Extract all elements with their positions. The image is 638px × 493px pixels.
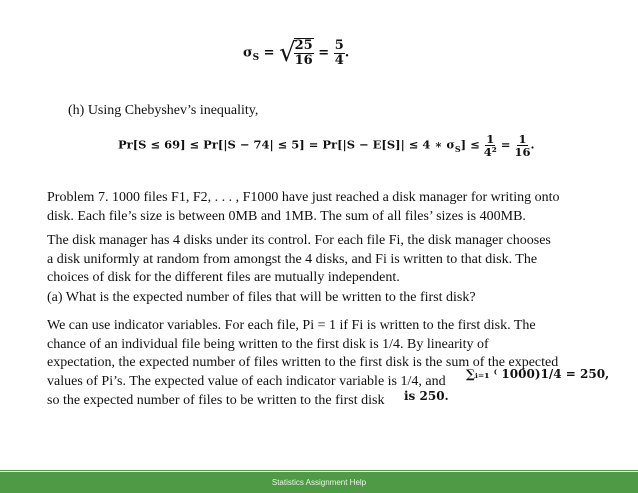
sigma-symbol: σ: [243, 45, 253, 61]
chebyshev-period: .: [530, 137, 535, 152]
chebyshev-close: ] ≤: [460, 137, 480, 152]
footer-divider: [0, 470, 638, 471]
part-h-heading: (h) Using Chebyshev’s inequality,: [68, 103, 259, 118]
chebyshev-f1-num: 1: [486, 132, 495, 146]
result-fraction: [334, 39, 345, 67]
equals-sign-2: =: [318, 45, 330, 61]
problem-7-paragraph: [47, 189, 559, 226]
result-denominator: 4: [334, 52, 344, 68]
chebyshev-subscript: S: [454, 143, 461, 154]
chebyshev-expression: Pr[S ≤ 69] ≤ Pr[|S − 74| ≤ 5] = Pr[|S − E[S]| ≤ 4 ∗ σ: [118, 137, 455, 152]
footer-bar: [0, 472, 638, 493]
sigma-equation: [243, 38, 349, 68]
disk-line: The disk manager has 4 disks under its control. For each file Fi, the disk manager chooses: [47, 233, 551, 248]
sqrt-sign: √: [279, 38, 296, 68]
conclusion-line: so the expected number of files to be written to the first disk: [47, 393, 385, 408]
equals-sign: =: [263, 45, 275, 61]
problem-7-line: Problem 7. 1000 files F1, F2, . . . , F1000 have just reached a disk manager for writing onto: [47, 190, 560, 205]
chebyshev-equals: =: [500, 137, 511, 152]
sigma-subscript: S: [252, 53, 260, 64]
disk-manager-paragraph: [47, 232, 551, 288]
disk-line: choices of disk for the different files are mutually independent.: [47, 270, 400, 285]
answer-line: chance of an individual file being written to the first disk is 1/4. By linearity of: [47, 336, 489, 352]
chebyshev-f2-den: 16: [514, 145, 531, 160]
fraction-denominator: 16: [294, 53, 313, 68]
disk-line: a disk uniformly at random from amongst the 4 disks, and Fi is written to that disk. The: [47, 251, 538, 267]
chebyshev-equation: [118, 133, 535, 158]
answer-line: values of Pi’s. The expected value of each indicator variable is 1/4, and: [47, 373, 446, 389]
chebyshev-f1-den: 4²: [483, 145, 497, 160]
fraction-numerator: 25: [294, 38, 313, 54]
footer-label: Statistics Assignment Help: [271, 478, 367, 487]
period: .: [344, 45, 350, 61]
chebyshev-fraction-2: [514, 133, 530, 158]
question-a: (a) What is the expected number of files that will be written to the first disk?: [47, 290, 476, 305]
answer-line: expectation, the expected number of files written to the first disk is the sum of the expected: [47, 355, 559, 370]
result-numerator: 5: [334, 37, 344, 53]
chebyshev-fraction-1: [484, 133, 497, 158]
chebyshev-f2-num: 1: [518, 132, 527, 146]
answer-line: We can use indicator variables. For each file, Pi = 1 if Fi is written to the first disk. The: [47, 318, 536, 333]
problem-7-line: disk. Each file’s size is between 0MB and 1MB. The sum of all files’ sizes is 400MB.: [47, 208, 526, 224]
sum-expression: ∑ᵢ₌₁ ⁽ 1000)1/4 = 250,: [466, 367, 610, 381]
conclusion-math: is 250.: [404, 389, 449, 403]
sqrt-fraction: [294, 38, 314, 67]
